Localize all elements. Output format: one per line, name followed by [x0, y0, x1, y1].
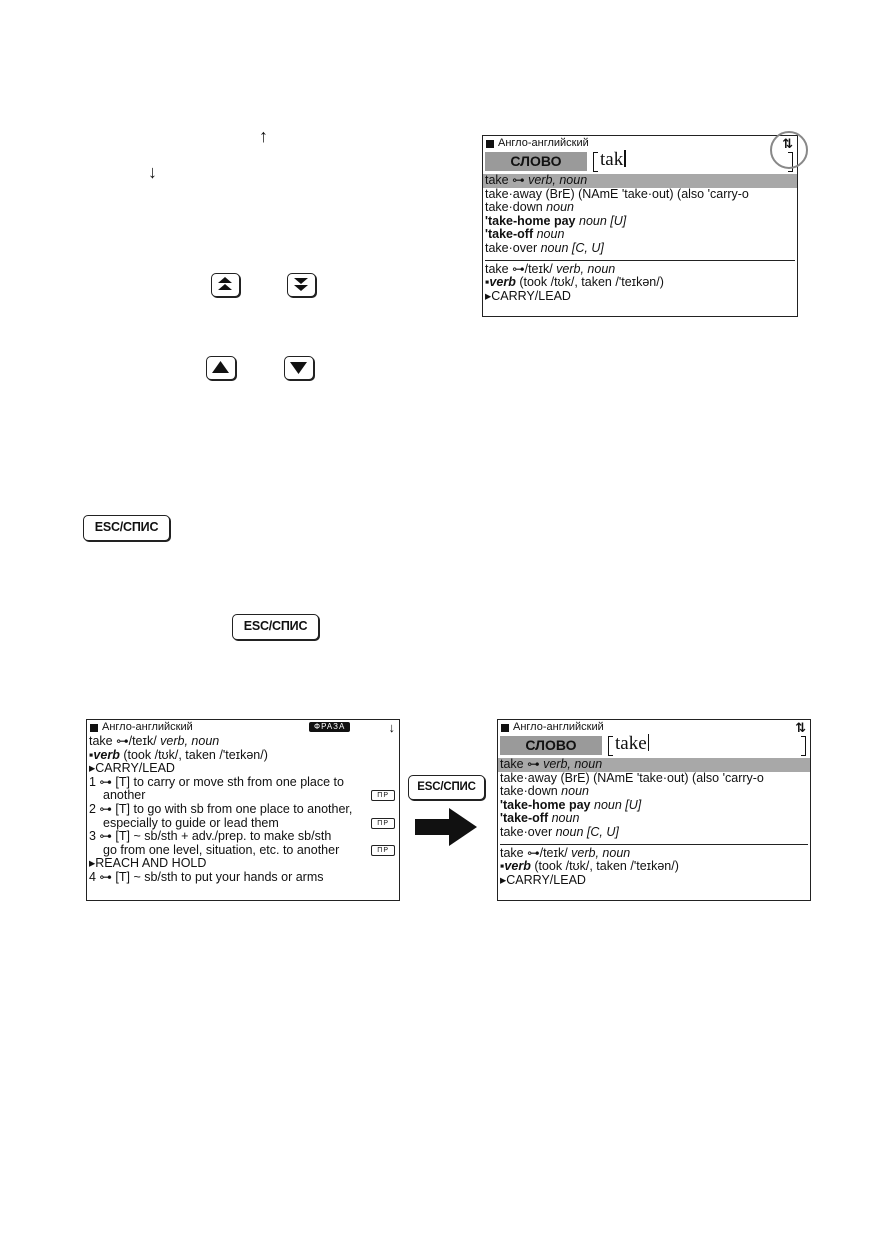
preview-divider — [500, 844, 808, 845]
double-down-icon — [288, 274, 314, 295]
cursor-up-key[interactable] — [206, 356, 236, 380]
square-icon — [90, 724, 98, 732]
example-badge[interactable]: ПР — [371, 845, 395, 856]
preview-sense: ▸CARRY/LEAD — [500, 872, 586, 887]
preview-line — [498, 874, 810, 888]
definition — [87, 830, 399, 857]
search-value-text: tak — [600, 149, 624, 170]
bracket-left — [593, 152, 598, 172]
triangle-up-icon — [207, 357, 234, 378]
dictionary-title: Англо-английский — [498, 136, 589, 149]
page-up-key[interactable] — [211, 273, 240, 297]
list-item-word: take·over — [500, 824, 553, 839]
esc-list-key-transition[interactable]: ESC/СПИС — [408, 775, 485, 800]
list-item-word: 'take-home pay — [485, 213, 576, 228]
entry-headword: take ⊶/teɪk/ — [89, 734, 157, 748]
list-item[interactable] — [483, 188, 797, 202]
entry-pos: verb, noun — [160, 734, 220, 748]
definition-text: [T] to carry or move sth from one place to — [115, 774, 344, 789]
dictionary-title: Англо-английский — [102, 720, 193, 733]
dictionary-title: Англо-английский — [513, 720, 604, 733]
preview-line — [483, 276, 797, 290]
square-icon — [486, 140, 494, 148]
right-arrow-icon — [415, 808, 477, 846]
cursor-down-key[interactable] — [284, 356, 314, 380]
list-item-rest: noun [U] — [579, 213, 627, 228]
list-item[interactable] — [483, 174, 797, 188]
list-item-rest: noun — [551, 811, 580, 826]
definition-text: [T] to go with sb from one place to another, — [115, 801, 353, 816]
definition-number: 2 ⊶ — [89, 801, 112, 816]
word-list — [498, 758, 810, 840]
example-badge[interactable]: ПР — [371, 790, 395, 801]
list-item-rest: noun — [546, 200, 574, 215]
definition-number: 1 ⊶ — [89, 774, 112, 789]
list-item[interactable] — [483, 242, 797, 256]
list-item-word: take·over — [485, 240, 538, 255]
definition-text: especially to guide or lead them — [103, 815, 279, 830]
definition-text: another — [103, 788, 146, 803]
text-cursor — [648, 734, 650, 751]
preview-line — [498, 860, 810, 874]
screen-title-bar — [483, 136, 797, 151]
preview-line — [483, 263, 797, 277]
search-row — [500, 735, 808, 757]
definition-text: [T] ~ sb/sth + adv./prep. to make sb/sth — [115, 829, 332, 844]
sense-group: ▸CARRY/LEAD — [89, 761, 175, 776]
word-list — [483, 174, 797, 256]
list-item-rest: noun [C, U] — [555, 824, 619, 839]
search-input[interactable] — [593, 151, 793, 171]
phrase-badge: ФРАЗА — [309, 722, 350, 732]
list-item[interactable] — [483, 201, 797, 215]
page-down-key[interactable] — [287, 273, 316, 297]
esc-list-key-inline[interactable]: ESC/СПИС — [232, 614, 319, 640]
dictionary-screen-entry — [86, 719, 400, 901]
list-item-word: take·away — [500, 770, 557, 785]
list-item[interactable] — [498, 785, 810, 799]
search-mode-label: СЛОВО — [500, 736, 602, 755]
double-up-icon — [212, 274, 238, 295]
preview-sense: ▸CARRY/LEAD — [485, 288, 571, 303]
definition — [87, 776, 399, 803]
list-item-word: take ⊶ — [485, 173, 525, 187]
definition-line — [87, 776, 399, 790]
preview-line — [483, 290, 797, 304]
list-item-rest: noun [C, U] — [540, 240, 604, 255]
preview-line — [498, 847, 810, 861]
list-item-rest: verb, noun — [528, 173, 588, 187]
list-item[interactable] — [498, 772, 810, 786]
definition-line — [87, 844, 399, 858]
bracket-left — [608, 736, 613, 756]
square-icon — [501, 724, 509, 732]
down-arrow-icon: ↓ — [148, 162, 157, 182]
list-item-word: 'take-off — [485, 227, 534, 242]
list-item[interactable] — [498, 826, 810, 840]
search-value — [600, 150, 626, 170]
screen-title-bar — [498, 720, 810, 735]
list-item-rest: (BrE) (NAmE 'take·out) (also 'carry-o — [560, 770, 764, 785]
list-item-word: 'take-home pay — [500, 797, 591, 812]
search-mode-label: СЛОВО — [485, 152, 587, 171]
list-item[interactable] — [498, 812, 810, 826]
text-cursor — [624, 150, 626, 167]
entry-headword-line — [87, 735, 399, 749]
definition-line: 4 ⊶ [T] ~ sb/sth to put your hands or arms — [89, 869, 324, 884]
preview-forms-pos: ▪verb — [500, 859, 531, 874]
list-item[interactable] — [483, 228, 797, 242]
definition-line — [87, 830, 399, 844]
preview-pos: verb, noun — [556, 261, 616, 276]
list-item-rest: verb, noun — [543, 757, 603, 771]
definition-number: 3 ⊶ — [89, 829, 112, 844]
list-item-word: take·down — [500, 784, 558, 799]
list-item-rest: noun — [561, 784, 589, 799]
entry-preview — [483, 263, 797, 304]
list-item-word: 'take-off — [500, 811, 549, 826]
search-value-text: take — [615, 733, 647, 754]
example-badge[interactable]: ПР — [371, 818, 395, 829]
entry-forms-line — [87, 749, 399, 763]
definition — [87, 803, 399, 830]
list-item-rest: noun — [536, 227, 565, 242]
entry-forms: (took /tʊk/, taken /'teɪkən/) — [123, 747, 268, 762]
list-item[interactable] — [498, 799, 810, 813]
definition-line — [87, 817, 399, 831]
list-item[interactable] — [498, 758, 810, 772]
preview-headword: take ⊶/teɪk/ — [485, 261, 553, 276]
preview-pos: verb, noun — [571, 845, 631, 860]
list-item[interactable] — [483, 215, 797, 229]
preview-forms: (took /tʊk/, taken /'teɪkən/) — [534, 859, 679, 874]
entry-preview — [498, 847, 810, 888]
definition-line — [87, 803, 399, 817]
list-item-word: take·down — [485, 200, 543, 215]
search-input[interactable] — [608, 735, 806, 755]
list-item-rest: noun [U] — [594, 797, 642, 812]
scroll-both-icon: ⇅ — [782, 136, 793, 151]
scroll-both-icon: ⇅ — [795, 720, 806, 735]
search-row — [485, 151, 795, 173]
scroll-indicator-highlight — [770, 131, 808, 169]
search-value — [615, 734, 649, 754]
definition-line — [87, 789, 399, 803]
esc-list-key[interactable]: ESC/СПИС — [83, 515, 170, 541]
scroll-down-icon: ↓ — [388, 720, 395, 735]
up-arrow-icon: ↑ — [259, 126, 268, 146]
preview-divider — [485, 260, 795, 261]
definition-text: go from one level, situation, etc. to another — [103, 842, 340, 857]
dictionary-screen-list — [482, 135, 798, 317]
list-item-word: take ⊶ — [500, 757, 540, 771]
triangle-down-icon — [285, 357, 312, 378]
bracket-right — [801, 736, 806, 756]
list-item-rest: (BrE) (NAmE 'take·out) (also 'carry-o — [545, 186, 749, 201]
sense-group: ▸REACH AND HOLD — [89, 856, 207, 871]
list-item-word: take·away — [485, 186, 542, 201]
entry-forms-pos: ▪verb — [89, 747, 120, 762]
screen-title-bar — [87, 720, 399, 735]
preview-forms-pos: ▪verb — [485, 275, 516, 290]
preview-forms: (took /tʊk/, taken /'teɪkən/) — [519, 275, 664, 290]
dictionary-screen-result — [497, 719, 811, 901]
preview-headword: take ⊶/teɪk/ — [500, 845, 568, 860]
